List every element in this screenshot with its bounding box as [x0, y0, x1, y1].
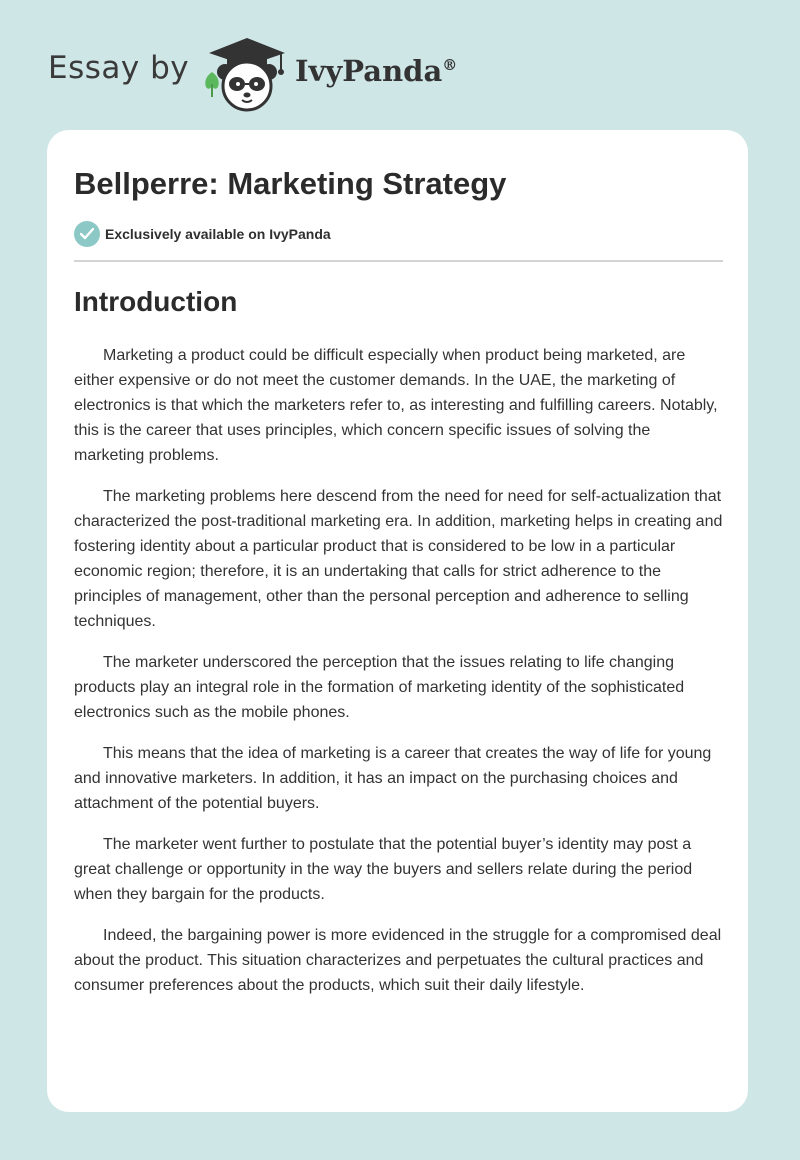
section-heading: Introduction	[74, 286, 238, 317]
page-title: Bellperre: Marketing Strategy	[74, 166, 507, 201]
registered-mark: ®	[442, 56, 458, 74]
paragraph: Indeed, the bargaining power is more evidenced in the struggle for a compromised deal about the product. This situation characterizes and perpetuates the cultural practices and consumer preferences about the products, which suit their daily lifestyle.	[74, 927, 722, 994]
exclusive-badge	[74, 221, 331, 247]
ivy-leaf-icon	[202, 70, 222, 98]
essay-by-label: Essay by	[48, 50, 190, 86]
paragraph: The marketing problems here descend from the need for need for self-actualization that characterized the post-traditional marketing era. In addition, marketing helps in creating and fostering identity about a particular product that is considered to be low in a particular economic region; therefore, it is an undertaking that calls for strict adherence to the principles of management, other than the personal perception and adherence to selling techniques.	[74, 488, 723, 630]
essay-card	[47, 130, 748, 1112]
site-header	[48, 30, 748, 110]
paragraph: The marketer went further to postulate that the potential buyer’s identity may post a great challenge or opportunity in the way the buyers and sellers relate during the period when they bargain for the products.	[74, 836, 693, 903]
paragraph: This means that the idea of marketing is a career that creates the way of life for young and innovative marketers. In addition, it has an impact on the purchasing choices and attachment of the potential buyers.	[74, 745, 712, 812]
paragraph: Marketing a product could be difficult especially when product being marketed, are either expensive or do not meet the customer demands. In the UAE, the marketing of electronics is that which the marketers refer to, as interesting and fulfilling careers. Notably, this is the career that uses principles, which concern specific issues of solving the marketing problems.	[74, 347, 718, 464]
paragraph: The marketer underscored the perception that the issues relating to life changing products play an integral role in the formation of marketing identity of the sophisticated electronics such as the mobile phones.	[74, 654, 685, 721]
title-divider	[74, 260, 723, 262]
exclusive-label: Exclusively available on IvyPanda	[105, 226, 331, 242]
essay-body	[74, 343, 723, 1014]
check-circle-icon	[74, 221, 100, 247]
brand-name[interactable]: IvyPanda®	[295, 54, 458, 88]
